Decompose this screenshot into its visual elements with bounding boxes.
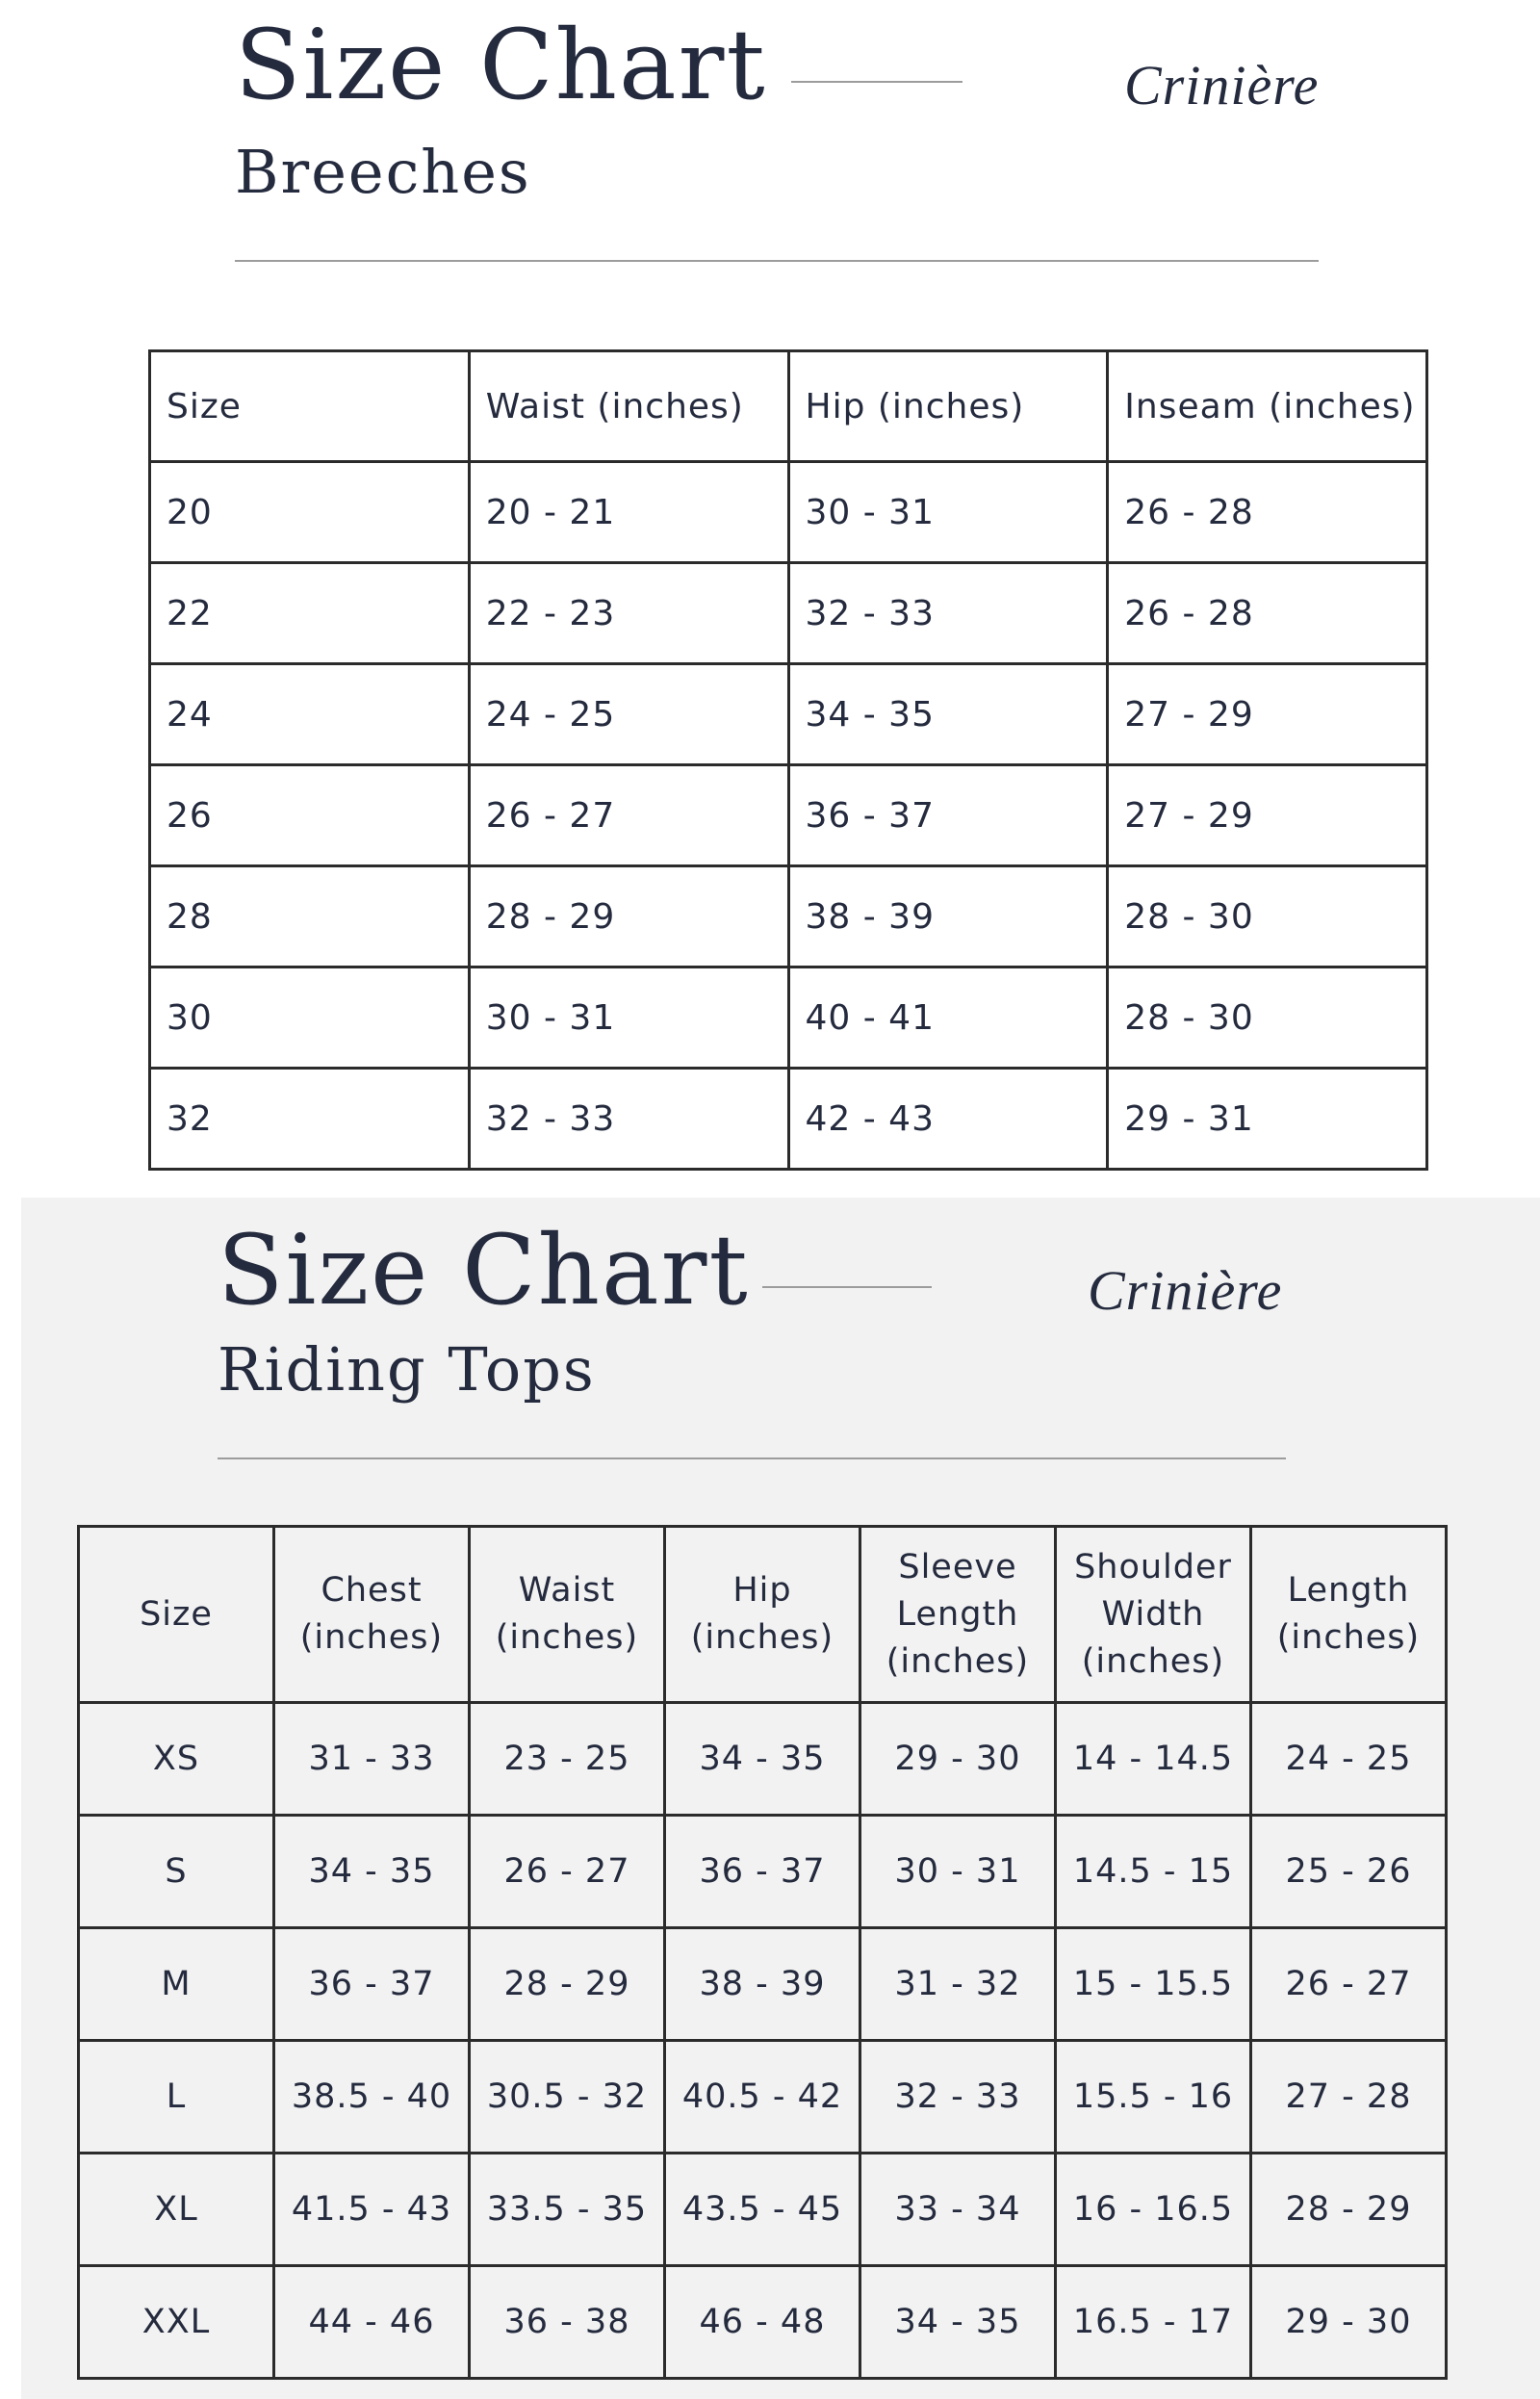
table-row	[150, 462, 1427, 563]
size-cell: 20	[150, 462, 470, 563]
hip-cell: 42 - 43	[788, 1069, 1108, 1170]
size-cell: 24	[150, 664, 470, 765]
tops-subtitle: Riding Tops	[218, 1334, 596, 1405]
table-row	[79, 2154, 1447, 2266]
sleeve-length-cell: 34 - 35	[860, 2266, 1056, 2379]
shoulder-width-cell: 14.5 - 15	[1056, 1816, 1251, 1928]
title-divider	[791, 81, 962, 83]
waist-cell: 32 - 33	[469, 1069, 788, 1170]
shoulder-width-cell: 16.5 - 17	[1056, 2266, 1251, 2379]
header-cell: Chest (inches)	[274, 1527, 470, 1703]
header-cell: Inseam (inches)	[1108, 351, 1427, 462]
inseam-cell: 27 - 29	[1108, 664, 1427, 765]
sleeve-length-cell: 29 - 30	[860, 1703, 1056, 1816]
header-cell: Sleeve Length (inches)	[860, 1527, 1056, 1703]
waist-cell: 36 - 38	[470, 2266, 665, 2379]
table-row	[79, 1928, 1447, 2041]
size-cell: M	[79, 1928, 274, 2041]
breeches-title: Size Chart	[235, 9, 767, 121]
table-row	[150, 664, 1427, 765]
header-cell: Shoulder Width (inches)	[1056, 1527, 1251, 1703]
hip-cell: 38 - 39	[788, 866, 1108, 967]
length-cell: 27 - 28	[1251, 2041, 1447, 2154]
size-cell: S	[79, 1816, 274, 1928]
waist-cell: 26 - 27	[470, 1816, 665, 1928]
size-cell: XXL	[79, 2266, 274, 2379]
waist-cell: 28 - 29	[469, 866, 788, 967]
hip-cell: 46 - 48	[665, 2266, 860, 2379]
table-row	[150, 563, 1427, 664]
size-cell: 30	[150, 967, 470, 1069]
hip-cell: 43.5 - 45	[665, 2154, 860, 2266]
sleeve-length-cell: 30 - 31	[860, 1816, 1056, 1928]
table-row	[150, 765, 1427, 866]
shoulder-width-cell: 15 - 15.5	[1056, 1928, 1251, 2041]
waist-cell: 26 - 27	[469, 765, 788, 866]
hip-cell: 34 - 35	[665, 1703, 860, 1816]
breeches-size-chart	[0, 0, 1540, 1198]
length-cell: 24 - 25	[1251, 1703, 1447, 1816]
sleeve-length-cell: 33 - 34	[860, 2154, 1056, 2266]
inseam-cell: 29 - 31	[1108, 1069, 1427, 1170]
hip-cell: 40 - 41	[788, 967, 1108, 1069]
table-row	[150, 866, 1427, 967]
inseam-cell: 26 - 28	[1108, 563, 1427, 664]
riding-tops-table	[77, 1525, 1448, 2380]
shoulder-width-cell: 14 - 14.5	[1056, 1703, 1251, 1816]
waist-cell: 22 - 23	[469, 563, 788, 664]
sleeve-length-cell: 32 - 33	[860, 2041, 1056, 2154]
brand-logo: Crinière	[1124, 54, 1320, 116]
chest-cell: 41.5 - 43	[274, 2154, 470, 2266]
hip-cell: 32 - 33	[788, 563, 1108, 664]
chest-cell: 34 - 35	[274, 1816, 470, 1928]
waist-cell: 24 - 25	[469, 664, 788, 765]
length-cell: 29 - 30	[1251, 2266, 1447, 2379]
size-cell: 28	[150, 866, 470, 967]
hip-cell: 36 - 37	[788, 765, 1108, 866]
waist-cell: 33.5 - 35	[470, 2154, 665, 2266]
header-cell: Length (inches)	[1251, 1527, 1447, 1703]
header-cell: Waist (inches)	[470, 1527, 665, 1703]
table-header-row	[150, 351, 1427, 462]
hip-cell: 38 - 39	[665, 1928, 860, 2041]
waist-cell: 30 - 31	[469, 967, 788, 1069]
inseam-cell: 28 - 30	[1108, 967, 1427, 1069]
table-row	[79, 2041, 1447, 2154]
header-cell: Hip (inches)	[788, 351, 1108, 462]
hip-cell: 34 - 35	[788, 664, 1108, 765]
shoulder-width-cell: 16 - 16.5	[1056, 2154, 1251, 2266]
waist-cell: 28 - 29	[470, 1928, 665, 2041]
sleeve-length-cell: 31 - 32	[860, 1928, 1056, 2041]
table-row	[150, 967, 1427, 1069]
breeches-subtitle: Breeches	[235, 137, 531, 207]
hip-cell: 40.5 - 42	[665, 2041, 860, 2154]
waist-cell: 23 - 25	[470, 1703, 665, 1816]
hip-cell: 36 - 37	[665, 1816, 860, 1928]
waist-cell: 20 - 21	[469, 462, 788, 563]
header-divider	[235, 260, 1319, 262]
size-cell: XL	[79, 2154, 274, 2266]
size-cell: 22	[150, 563, 470, 664]
length-cell: 26 - 27	[1251, 1928, 1447, 2041]
table-row	[79, 2266, 1447, 2379]
shoulder-width-cell: 15.5 - 16	[1056, 2041, 1251, 2154]
waist-cell: 30.5 - 32	[470, 2041, 665, 2154]
inseam-cell: 28 - 30	[1108, 866, 1427, 967]
table-row	[79, 1816, 1447, 1928]
size-cell: 32	[150, 1069, 470, 1170]
title-divider	[762, 1286, 932, 1288]
chest-cell: 36 - 37	[274, 1928, 470, 2041]
tops-title: Size Chart	[218, 1214, 750, 1327]
inseam-cell: 27 - 29	[1108, 765, 1427, 866]
chest-cell: 44 - 46	[274, 2266, 470, 2379]
table-row	[150, 1069, 1427, 1170]
breeches-table	[148, 349, 1428, 1171]
header-cell: Size	[150, 351, 470, 462]
chest-cell: 38.5 - 40	[274, 2041, 470, 2154]
hip-cell: 30 - 31	[788, 462, 1108, 563]
length-cell: 28 - 29	[1251, 2154, 1447, 2266]
size-cell: 26	[150, 765, 470, 866]
size-cell: XS	[79, 1703, 274, 1816]
header-divider	[218, 1457, 1286, 1459]
chest-cell: 31 - 33	[274, 1703, 470, 1816]
size-cell: L	[79, 2041, 274, 2154]
header-cell: Size	[79, 1527, 274, 1703]
header-cell: Hip (inches)	[665, 1527, 860, 1703]
length-cell: 25 - 26	[1251, 1816, 1447, 1928]
riding-tops-size-chart	[21, 1198, 1540, 2399]
table-header-row	[79, 1527, 1447, 1703]
table-row	[79, 1703, 1447, 1816]
header-cell: Waist (inches)	[469, 351, 788, 462]
brand-logo: Crinière	[1088, 1259, 1283, 1322]
inseam-cell: 26 - 28	[1108, 462, 1427, 563]
